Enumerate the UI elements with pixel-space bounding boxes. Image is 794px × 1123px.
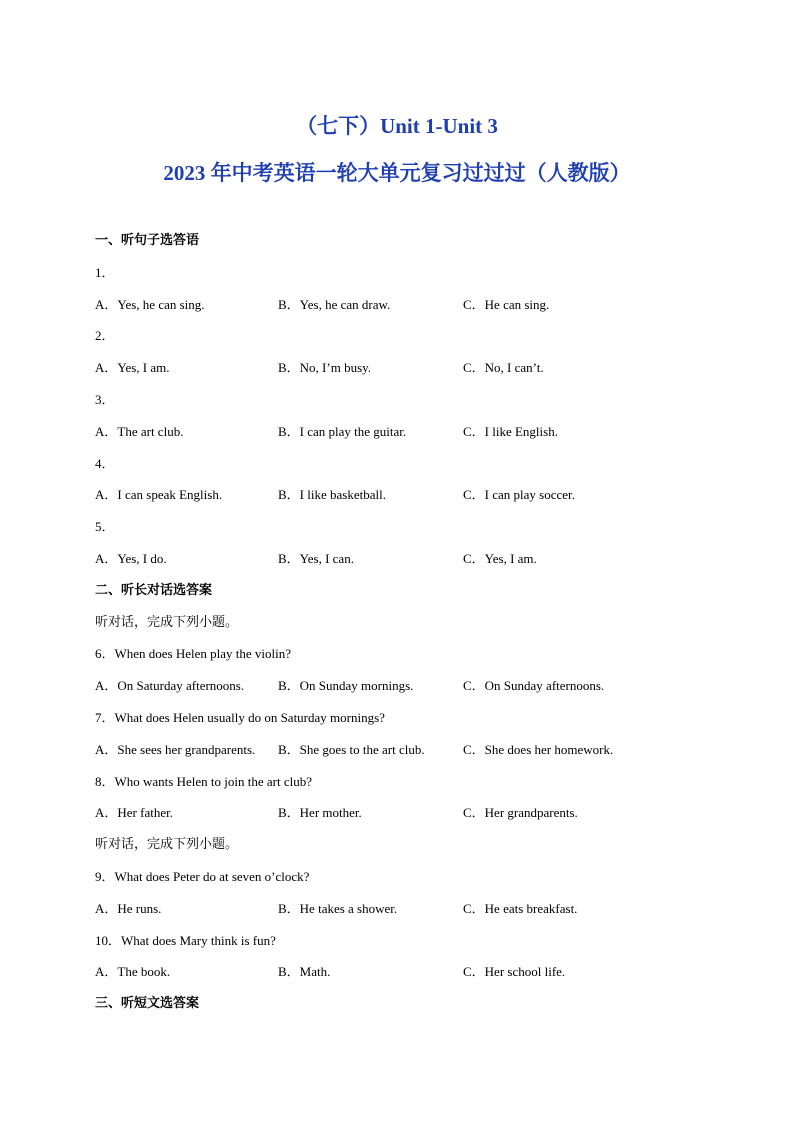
option-a: A．Yes, I am.: [95, 360, 170, 376]
option-b: B．No, I’m busy.: [278, 360, 372, 376]
question-stem: 5．: [95, 519, 115, 535]
section-heading: 二、听长对话选答案: [95, 582, 213, 598]
option-c: C．On Sunday afternoons.: [463, 678, 605, 694]
option-c: C．She does her homework.: [463, 741, 614, 757]
option-c: C．Her grandparents.: [463, 805, 578, 821]
answer-options: [95, 893, 715, 925]
document-title: （七下）Unit 1-Unit 3: [296, 114, 498, 138]
question-stem: 8．Who wants Helen to join the art club?: [95, 773, 312, 789]
option-b: B．She goes to the art club.: [278, 741, 425, 757]
answer-options: [95, 734, 715, 766]
question-stem: 6．When does Helen play the violin?: [95, 646, 292, 662]
question-stem: 2．: [95, 328, 115, 344]
option-a: A．On Saturday afternoons.: [95, 678, 245, 694]
option-b: B．He takes a shower.: [278, 900, 398, 916]
option-a: A．Her father.: [95, 805, 173, 821]
option-c: C．I like English.: [463, 423, 558, 439]
document-subtitle: 2023 年中考英语一轮大单元复习过过过（人教版）: [163, 161, 631, 185]
question-stem: 1．: [95, 264, 115, 280]
option-a: A．Yes, I do.: [95, 550, 167, 566]
option-c: C．Yes, I am.: [463, 550, 537, 566]
answer-options: [95, 289, 715, 321]
question-stem: 4．: [95, 455, 115, 471]
option-b: B．Yes, I can.: [278, 550, 354, 566]
answer-options: [95, 670, 715, 702]
question-stem: 10．What does Mary think is fun?: [95, 932, 276, 948]
answer-options: [95, 479, 715, 511]
option-c: C．He eats breakfast.: [463, 900, 578, 916]
exam-content: [95, 225, 715, 1020]
section-heading: 三、听短文选答案: [95, 996, 200, 1012]
option-c: C．He can sing.: [463, 296, 550, 312]
option-b: B．I can play the guitar.: [278, 423, 407, 439]
instruction-text: 听对话，完成下列小题。: [95, 614, 239, 630]
option-a: A．The book.: [95, 964, 171, 980]
option-a: A．He runs.: [95, 900, 162, 916]
answer-options: [95, 352, 715, 384]
option-b: B．On Sunday mornings.: [278, 678, 414, 694]
answer-options: [95, 543, 715, 575]
option-c: C．No, I can’t.: [463, 360, 544, 376]
option-a: A．Yes, he can sing.: [95, 296, 205, 312]
option-a: A．She sees her grandparents.: [95, 741, 256, 757]
section-heading: 一、听句子选答语: [95, 233, 200, 248]
answer-options: [95, 416, 715, 448]
option-b: B．Yes, he can draw.: [278, 296, 391, 312]
option-a: A．I can speak English.: [95, 487, 223, 503]
answer-options: [95, 797, 715, 829]
option-c: C．I can play soccer.: [463, 487, 575, 503]
option-b: B．I like basketball.: [278, 487, 386, 503]
instruction-text: 听对话，完成下列小题。: [95, 837, 239, 853]
option-a: A．The art club.: [95, 423, 184, 439]
option-b: B．Her mother.: [278, 805, 362, 821]
question-stem: 9．What does Peter do at seven o’clock?: [95, 868, 310, 884]
question-stem: 7．What does Helen usually do on Saturday mornings?: [95, 709, 385, 725]
option-c: C．Her school life.: [463, 964, 566, 980]
answer-options: [95, 956, 715, 988]
option-b: B．Math.: [278, 964, 331, 980]
question-stem: 3．: [95, 391, 115, 407]
